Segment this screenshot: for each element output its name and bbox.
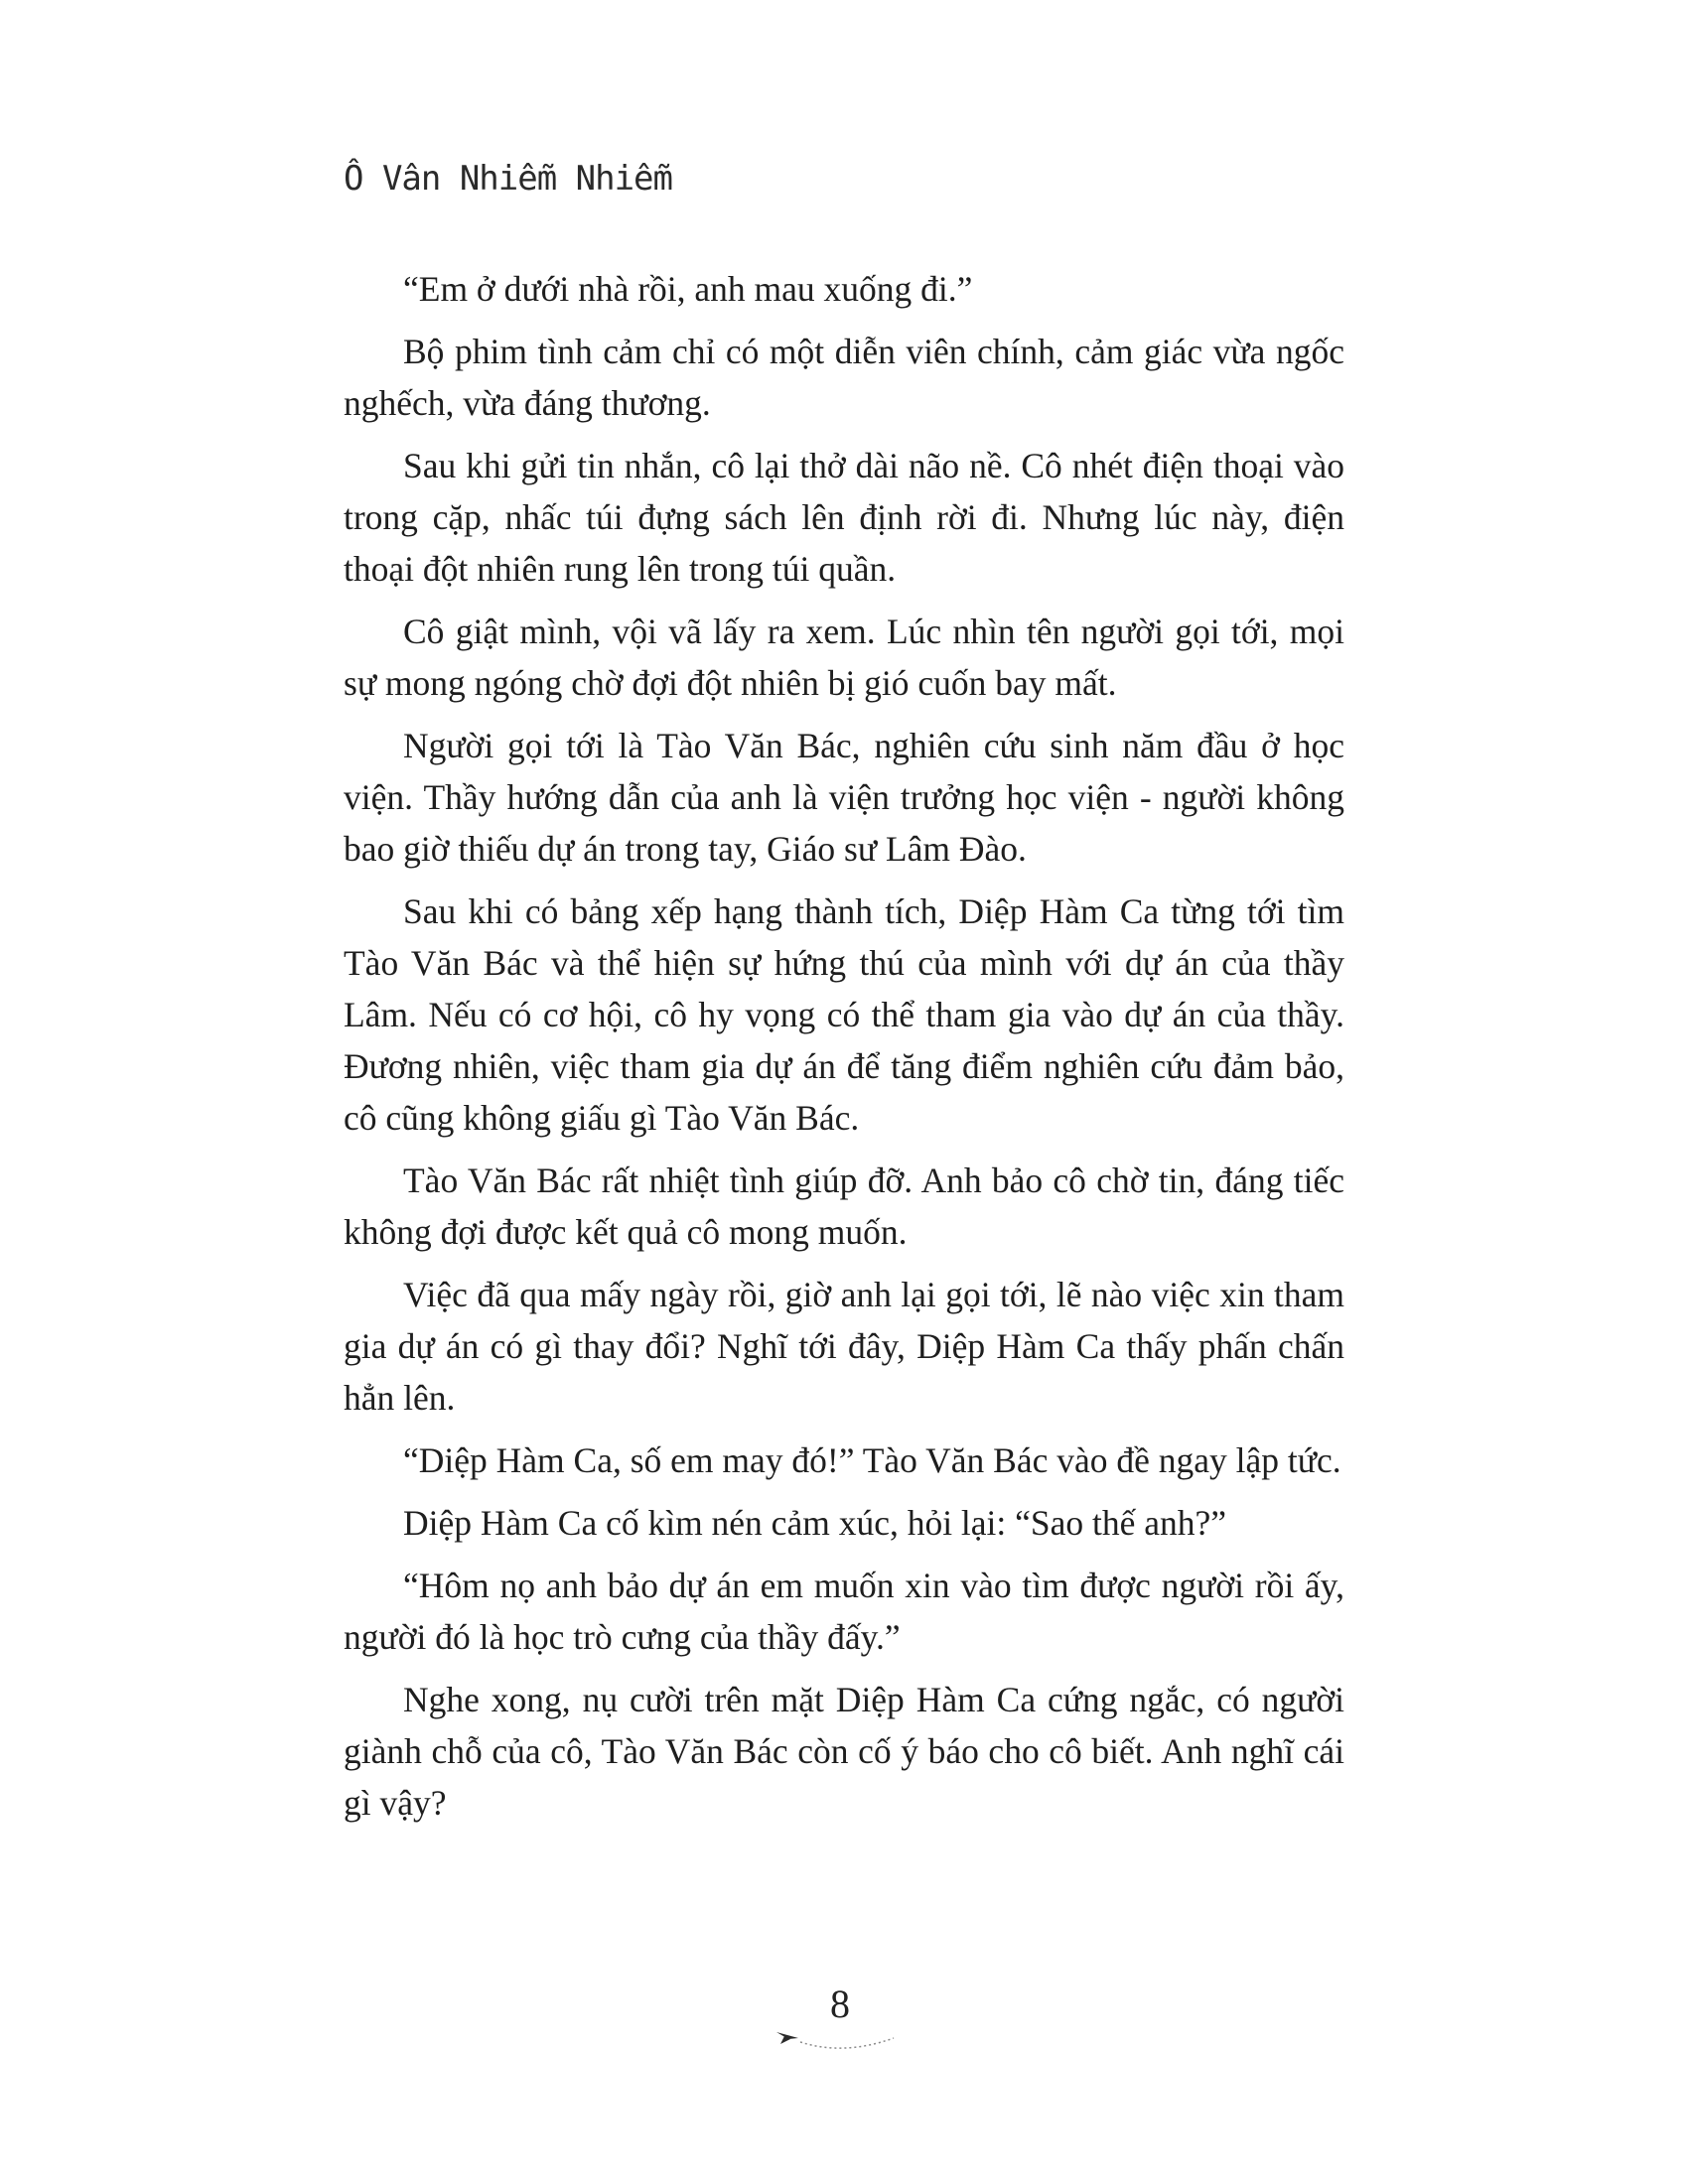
paragraph: Việc đã qua mấy ngày rồi, giờ anh lại gọi tới, lẽ nào việc xin tham gia dự án có gì thay đổi? Nghĩ tới đây, Diệp Hàm Ca thấy phấn chấn hẳn lên. <box>344 1275 1344 1418</box>
paragraph: Người gọi tới là Tào Văn Bác, nghiên cứu sinh năm đầu ở học viện. Thầy hướng dẫn của anh là viện trưởng học viện - người không bao giờ thiếu dự án trong tay, Giáo sư Lâm Đào. <box>344 726 1344 869</box>
paragraph: Sau khi gửi tin nhắn, cô lại thở dài não nề. Cô nhét điện thoại vào trong cặp, nhấc túi đựng sách lên định rời đi. Nhưng lúc này, điện thoại đột nhiên rung lên trong túi quần. <box>344 446 1344 589</box>
page-number: 8 <box>830 1981 850 2026</box>
paragraph: Diệp Hàm Ca cố kìm nén cảm xúc, hỏi lại: “Sao thế anh?” <box>403 1503 1227 1543</box>
paragraph: “Em ở dưới nhà rồi, anh mau xuống đi.” <box>403 269 973 309</box>
paper-plane-icon <box>774 2020 914 2060</box>
paragraph: “Hôm nọ anh bảo dự án em muốn xin vào tìm được người rồi ấy, người đó là học trò cưng của thầy đấy.” <box>344 1566 1344 1657</box>
page-folio <box>765 1980 923 2070</box>
paragraph: Nghe xong, nụ cười trên mặt Diệp Hàm Ca cứng ngắc, có người giành chỗ của cô, Tào Văn Bác còn cố ý báo cho cô biết. Anh nghĩ cái gì vậy? <box>344 1680 1344 1823</box>
paragraph: Bộ phim tình cảm chỉ có một diễn viên chính, cảm giác vừa ngốc nghếch, vừa đáng thương. <box>344 332 1344 423</box>
paragraph: Sau khi có bảng xếp hạng thành tích, Diệp Hàm Ca từng tới tìm Tào Văn Bác và thể hiện sự hứng thú của mình với dự án của thầy Lâm. Nếu có cơ hội, cô hy vọng có thể tham gia vào dự án của thầy. Đương nhiên, việc tham gia dự án để tăng điểm nghiên cứu đảm bảo, cô cũng không giấu gì Tào Văn Bác. <box>344 891 1344 1138</box>
body-text <box>344 263 1344 1840</box>
paragraph: Cô giật mình, vội vã lấy ra xem. Lúc nhìn tên người gọi tới, mọi sự mong ngóng chờ đợi đột nhiên bị gió cuốn bay mất. <box>344 612 1344 703</box>
running-header-title: Ô Vân Nhiễm Nhiễm <box>344 159 672 199</box>
paragraph: “Diệp Hàm Ca, số em may đó!” Tào Văn Bác vào đề ngay lập tức. <box>403 1440 1341 1480</box>
paragraph: Tào Văn Bác rất nhiệt tình giúp đỡ. Anh bảo cô chờ tin, đáng tiếc không đợi được kết quả cô mong muốn. <box>344 1160 1344 1252</box>
